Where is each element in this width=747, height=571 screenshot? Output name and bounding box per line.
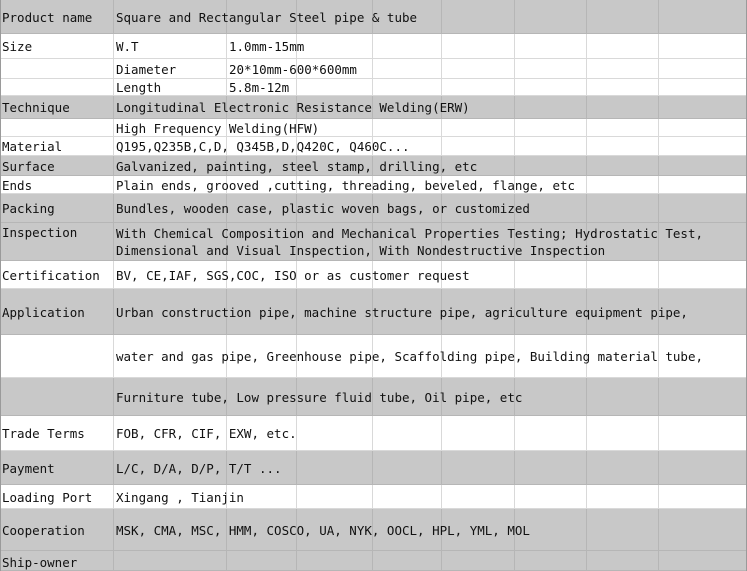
row-label: Technique bbox=[2, 100, 70, 115]
grid-line bbox=[514, 261, 515, 289]
row-label: Loading Port bbox=[2, 489, 93, 505]
grid-line bbox=[372, 451, 373, 485]
grid-line bbox=[372, 79, 373, 96]
grid-line bbox=[658, 176, 659, 194]
grid-line bbox=[296, 485, 297, 509]
grid-line bbox=[586, 551, 587, 571]
grid-line bbox=[658, 194, 659, 223]
grid-line bbox=[113, 119, 114, 137]
grid-line bbox=[658, 59, 659, 79]
grid-line bbox=[226, 79, 227, 96]
row-value: Xingang , Tianjin bbox=[116, 489, 244, 505]
grid-line bbox=[113, 79, 114, 96]
row-value bbox=[116, 223, 703, 261]
grid-line bbox=[296, 551, 297, 571]
table-row-inspection bbox=[0, 223, 747, 261]
table-row-size bbox=[0, 34, 747, 59]
grid-line bbox=[113, 59, 114, 79]
row-value-line-2: Dimensional and Visual Inspection, With Nondestructive Inspection bbox=[116, 243, 606, 258]
row-label: Surface bbox=[2, 158, 55, 174]
grid-line bbox=[658, 451, 659, 485]
row-label: Payment bbox=[2, 460, 55, 476]
grid-line bbox=[586, 0, 587, 34]
table-row-loading-port bbox=[0, 485, 747, 509]
row-value: High Frequency Welding(HFW) bbox=[116, 120, 320, 136]
grid-line bbox=[0, 335, 1, 378]
grid-line bbox=[658, 137, 659, 156]
grid-line bbox=[0, 79, 1, 96]
grid-line bbox=[113, 451, 114, 485]
row-value: Square and Rectangular Steel pipe & tube bbox=[116, 9, 418, 25]
row-label: Trade Terms bbox=[2, 426, 85, 441]
grid-line bbox=[441, 0, 442, 34]
grid-line bbox=[296, 451, 297, 485]
row-label: Ship-owner bbox=[2, 555, 78, 570]
table-row-length bbox=[0, 79, 747, 96]
grid-line bbox=[586, 509, 587, 551]
row-value: 20*10mm-600*600mm bbox=[229, 61, 357, 77]
grid-line bbox=[0, 509, 1, 551]
grid-line bbox=[0, 119, 1, 137]
grid-line bbox=[586, 485, 587, 509]
grid-line bbox=[441, 137, 442, 156]
table-row-technique-2 bbox=[0, 119, 747, 137]
grid-line bbox=[586, 96, 587, 119]
grid-line bbox=[372, 59, 373, 79]
grid-line bbox=[441, 416, 442, 451]
table-row-diameter bbox=[0, 59, 747, 79]
grid-line bbox=[113, 509, 114, 551]
grid-line bbox=[586, 378, 587, 416]
grid-line bbox=[658, 416, 659, 451]
row-label: Ends bbox=[2, 177, 33, 193]
grid-line bbox=[441, 119, 442, 137]
grid-line bbox=[113, 96, 114, 119]
grid-line bbox=[514, 416, 515, 451]
row-label: Size bbox=[2, 39, 33, 54]
grid-line bbox=[586, 451, 587, 485]
grid-line bbox=[0, 551, 1, 571]
grid-line bbox=[0, 261, 1, 289]
grid-line bbox=[0, 223, 1, 261]
grid-line bbox=[113, 0, 114, 34]
grid-line bbox=[0, 194, 1, 223]
grid-line bbox=[372, 485, 373, 509]
grid-line bbox=[514, 451, 515, 485]
grid-line bbox=[586, 119, 587, 137]
table-row-payment bbox=[0, 451, 747, 485]
row-value: Urban construction pipe, machine structure pipe, agriculture equipment pipe, bbox=[116, 304, 688, 320]
grid-line bbox=[226, 34, 227, 59]
grid-line bbox=[514, 59, 515, 79]
grid-line bbox=[441, 485, 442, 509]
grid-line bbox=[0, 156, 1, 176]
row-value: Q195,Q235B,C,D, Q345B,D,Q420C, Q460C... bbox=[116, 139, 410, 154]
grid-line bbox=[658, 119, 659, 137]
grid-line bbox=[372, 551, 373, 571]
grid-line bbox=[0, 137, 1, 156]
row-value-line-1: With Chemical Composition and Mechanical Properties Testing; Hydrostatic Test, bbox=[116, 226, 703, 241]
row-value: Plain ends, grooved ,cutting, threading, beveled, flange, etc bbox=[116, 177, 576, 193]
grid-line bbox=[514, 485, 515, 509]
grid-line bbox=[441, 79, 442, 96]
grid-line bbox=[0, 176, 1, 194]
grid-line bbox=[586, 261, 587, 289]
row-label: Inspection bbox=[2, 225, 78, 240]
row-value: MSK, CMA, MSC, HMM, COSCO, UA, NYK, OOCL, HPL, YML, MOL bbox=[116, 522, 530, 538]
table-row-trade-terms bbox=[0, 416, 747, 451]
grid-line bbox=[514, 34, 515, 59]
grid-line bbox=[514, 79, 515, 96]
grid-line bbox=[113, 378, 114, 416]
table-row-application-3 bbox=[0, 378, 747, 416]
grid-line bbox=[586, 137, 587, 156]
grid-line bbox=[586, 194, 587, 223]
grid-line bbox=[0, 416, 1, 451]
row-value: Galvanized, painting, steel stamp, drilling, etc bbox=[116, 158, 478, 174]
grid-line bbox=[372, 119, 373, 137]
row-value: Furniture tube, Low pressure fluid tube, Oil pipe, etc bbox=[116, 389, 523, 405]
grid-line bbox=[372, 416, 373, 451]
grid-line bbox=[441, 59, 442, 79]
table-row-application-2 bbox=[0, 335, 747, 378]
grid-line bbox=[113, 551, 114, 571]
grid-line bbox=[658, 551, 659, 571]
grid-line bbox=[658, 34, 659, 59]
table-row-application bbox=[0, 289, 747, 335]
row-value: 5.8m-12m bbox=[229, 80, 290, 95]
grid-line bbox=[586, 34, 587, 59]
grid-line bbox=[514, 551, 515, 571]
table-row-cooperation bbox=[0, 509, 747, 551]
row-value: water and gas pipe, Greenhouse pipe, Scaffolding pipe, Building material tube, bbox=[116, 349, 703, 364]
grid-line bbox=[226, 59, 227, 79]
grid-line bbox=[113, 194, 114, 223]
table-row-packing bbox=[0, 194, 747, 223]
grid-line bbox=[514, 0, 515, 34]
grid-line bbox=[514, 119, 515, 137]
grid-line bbox=[372, 34, 373, 59]
grid-line bbox=[113, 261, 114, 289]
row-key: W.T bbox=[116, 39, 139, 54]
row-label: Certification bbox=[2, 267, 100, 283]
grid-line bbox=[226, 551, 227, 571]
grid-line bbox=[0, 289, 1, 335]
row-value: FOB, CFR, CIF, EXW, etc. bbox=[116, 426, 297, 441]
grid-line bbox=[441, 451, 442, 485]
grid-line bbox=[586, 79, 587, 96]
grid-line bbox=[658, 509, 659, 551]
grid-line bbox=[441, 34, 442, 59]
row-label: Material bbox=[2, 139, 63, 154]
row-value: BV, CE,IAF, SGS,COC, ISO or as customer request bbox=[116, 267, 470, 283]
grid-line bbox=[658, 79, 659, 96]
grid-line bbox=[441, 551, 442, 571]
grid-line bbox=[0, 451, 1, 485]
table-row-ends bbox=[0, 176, 747, 194]
row-label: Application bbox=[2, 304, 85, 320]
grid-line bbox=[514, 156, 515, 176]
grid-line bbox=[113, 176, 114, 194]
grid-line bbox=[0, 485, 1, 509]
grid-line bbox=[113, 34, 114, 59]
grid-line bbox=[296, 79, 297, 96]
grid-line bbox=[658, 0, 659, 34]
table-row-material bbox=[0, 137, 747, 156]
grid-line bbox=[113, 137, 114, 156]
row-key: Diameter bbox=[116, 61, 177, 77]
row-label: Product name bbox=[2, 9, 93, 25]
row-value: L/C, D/A, D/P, T/T ... bbox=[116, 460, 282, 476]
grid-line bbox=[514, 137, 515, 156]
row-label: Packing bbox=[2, 201, 55, 216]
row-value: 1.0mm-15mm bbox=[229, 39, 305, 54]
grid-line bbox=[586, 59, 587, 79]
grid-line bbox=[658, 156, 659, 176]
grid-line bbox=[113, 156, 114, 176]
row-key: Length bbox=[116, 80, 162, 95]
grid-line bbox=[514, 96, 515, 119]
grid-line bbox=[113, 289, 114, 335]
table-row-ship-owner bbox=[0, 551, 747, 571]
grid-line bbox=[658, 96, 659, 119]
grid-line bbox=[0, 59, 1, 79]
table-row-product-name bbox=[0, 0, 747, 34]
row-value: Longitudinal Electronic Resistance Welding(ERW) bbox=[116, 100, 470, 115]
grid-line bbox=[586, 156, 587, 176]
table-row-technique bbox=[0, 96, 747, 119]
grid-line bbox=[113, 223, 114, 261]
grid-line bbox=[658, 378, 659, 416]
row-value: Bundles, wooden case, plastic woven bags, or customized bbox=[116, 201, 530, 216]
grid-line bbox=[0, 0, 1, 34]
grid-line bbox=[0, 96, 1, 119]
grid-line bbox=[113, 335, 114, 378]
grid-line bbox=[113, 485, 114, 509]
table-row-certification bbox=[0, 261, 747, 289]
grid-line bbox=[0, 34, 1, 59]
grid-line bbox=[113, 416, 114, 451]
row-label: Cooperation bbox=[2, 522, 85, 538]
grid-line bbox=[0, 378, 1, 416]
table-row-surface bbox=[0, 156, 747, 176]
grid-line bbox=[658, 261, 659, 289]
grid-line bbox=[586, 416, 587, 451]
grid-line bbox=[658, 485, 659, 509]
grid-line bbox=[586, 176, 587, 194]
